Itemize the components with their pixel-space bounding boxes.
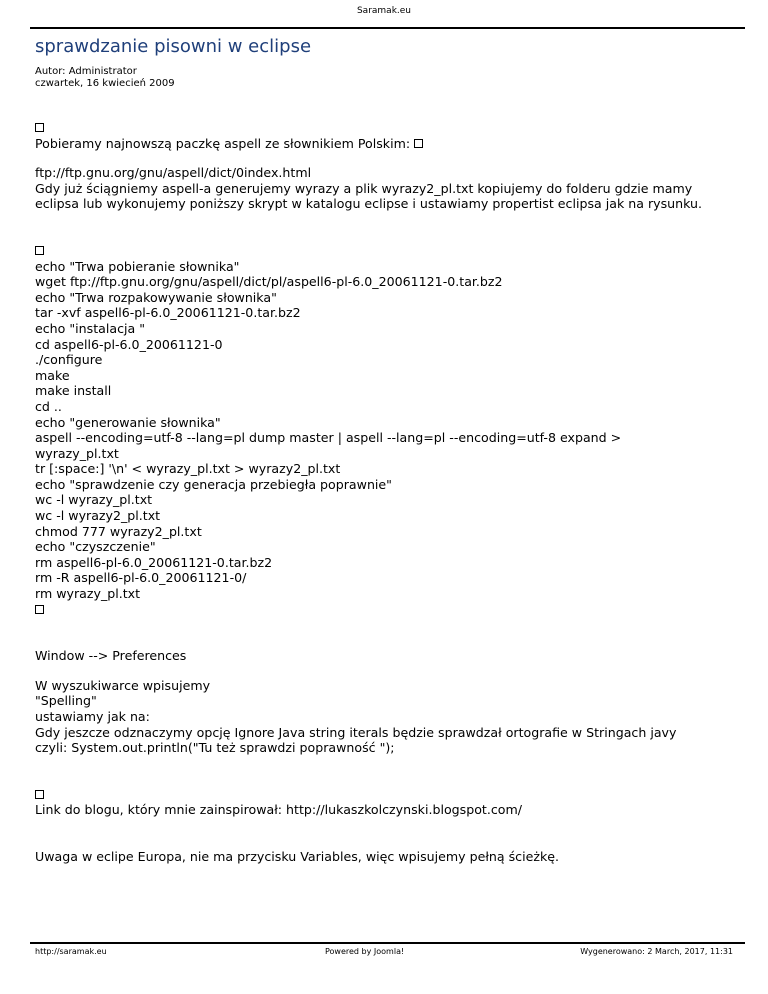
script-line: echo "sprawdzenie czy generacja przebiegła poprawnie" <box>35 476 392 492</box>
article-meta <box>35 66 175 90</box>
paragraph-line: "Spelling" <box>35 693 97 709</box>
missing-image-icon <box>35 605 44 614</box>
script-line: echo "generowanie słownika" <box>35 414 221 430</box>
paragraph-line: eclipsa lub wykonujemy poniższy skrypt w katalogu eclipse i ustawiamy propertist eclipsa jak na rysunku. <box>35 196 703 212</box>
header-divider <box>30 27 745 29</box>
script-line: echo "czyszczenie" <box>35 539 156 555</box>
missing-image-icon <box>414 139 423 148</box>
script-line: aspell --encoding=utf-8 --lang=pl dump master | aspell --lang=pl --encoding=utf-8 expand > <box>35 430 622 446</box>
author-line: Autor: Administrator <box>35 66 137 77</box>
script-line: tar -xvf aspell6-pl-6.0_20061121-0.tar.bz2 <box>35 305 301 321</box>
footer-divider <box>30 942 745 944</box>
script-line: chmod 777 wyrazy2_pl.txt <box>35 523 202 539</box>
script-line: cd .. <box>35 398 62 414</box>
missing-image-icon <box>35 123 44 132</box>
script-line: rm -R aspell6-pl-6.0_20061121-0/ <box>35 570 247 586</box>
footer-generated-date: Wygenerowano: 2 March, 2017, 11:31 <box>580 947 733 956</box>
date-line: czwartek, 16 kwiecień 2009 <box>35 78 175 89</box>
intro-text: Pobieramy najnowszą paczkę aspell ze słownikiem Polskim: <box>35 135 411 151</box>
missing-image-icon <box>35 790 44 799</box>
script-line: rm wyrazy_pl.txt <box>35 586 141 602</box>
script-line: ./configure <box>35 352 103 368</box>
footer-site-link[interactable]: http://saramak.eu <box>35 947 107 956</box>
footer-powered-by: Powered by Joomla! <box>325 947 405 956</box>
paragraph-line: ustawiamy jak na: <box>35 709 150 724</box>
blog-link-text[interactable]: Link do blogu, który mnie zainspirował: http://lukaszkolczynski.blogspot.com/ <box>35 802 522 818</box>
script-line: make <box>35 367 70 383</box>
script-line: echo "Trwa rozpakowywanie słownika" <box>35 289 277 305</box>
note-text: Uwaga w eclipe Europa, nie ma przycisku Variables, więc wpisujemy pełną ścieżkę. <box>35 848 560 864</box>
script-line: rm aspell6-pl-6.0_20061121-0.tar.bz2 <box>35 554 273 570</box>
script-line: tr [:space:] '\n' < wyrazy_pl.txt > wyrazy2_pl.txt <box>35 461 341 477</box>
paragraph-line: Gdy już ściągniemy aspell-a generujemy wyrazy a plik wyrazy2_pl.txt kopiujemy do folderu gdzie mamy <box>35 180 693 196</box>
paragraph-line: Gdy jeszcze odznaczymy opcję Ignore Java string iterals będzie sprawdzał ortografie w Stringach javy <box>35 724 677 740</box>
script-line: wc -l wyrazy_pl.txt <box>35 492 153 508</box>
site-header: Saramak.eu <box>356 6 412 16</box>
script-line: wyrazy_pl.txt <box>35 445 119 461</box>
script-line: wget ftp://ftp.gnu.org/gnu/aspell/dict/pl/aspell6-pl-6.0_20061121-0.tar.bz2 <box>35 274 503 290</box>
paragraph-line: czyli: System.out.println("Tu też sprawdzi poprawność "); <box>35 740 395 756</box>
script-line: echo "Trwa pobieranie słownika" <box>35 258 240 274</box>
article-body <box>35 120 750 865</box>
script-line: cd aspell6-pl-6.0_20061121-0 <box>35 336 223 352</box>
page-title: sprawdzanie pisowni w eclipse <box>35 36 312 57</box>
window-preferences-text: Window --> Preferences <box>35 648 187 664</box>
paragraph-line: W wyszukiwarce wpisujemy <box>35 677 211 693</box>
ftp-link[interactable]: ftp://ftp.gnu.org/gnu/aspell/dict/0index.html <box>35 165 312 181</box>
script-line: echo "instalacja " <box>35 320 146 336</box>
script-line: wc -l wyrazy2_pl.txt <box>35 508 161 524</box>
script-line: make install <box>35 383 112 399</box>
missing-image-icon <box>35 246 44 255</box>
